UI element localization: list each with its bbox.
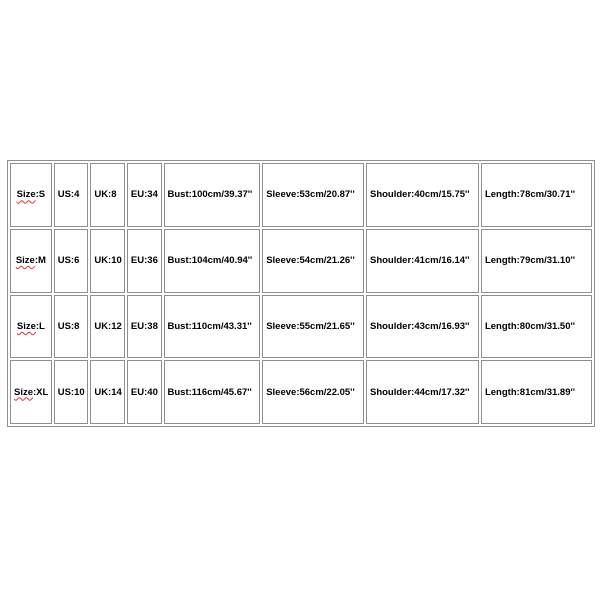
shoulder-cell: Shoulder:41cm/16.14'' bbox=[366, 229, 479, 293]
size-label-prefix: Size bbox=[14, 386, 34, 398]
size-label-prefix: Size bbox=[16, 320, 36, 332]
size-label-value: :XL bbox=[33, 386, 49, 398]
bust-cell: Bust:116cm/45.67'' bbox=[164, 360, 261, 424]
size-cell bbox=[10, 360, 52, 424]
bust-cell: Bust:110cm/43.31'' bbox=[164, 295, 261, 359]
uk-size-cell: UK:12 bbox=[90, 295, 125, 359]
eu-size-cell: EU:36 bbox=[127, 229, 162, 293]
size-cell bbox=[10, 229, 52, 293]
uk-size-cell: UK:10 bbox=[90, 229, 125, 293]
size-label-prefix: Size bbox=[15, 255, 35, 267]
sleeve-cell: Sleeve:54cm/21.26'' bbox=[262, 229, 364, 293]
size-cell bbox=[10, 295, 52, 359]
us-size-cell: US:8 bbox=[54, 295, 89, 359]
sleeve-cell: Sleeve:56cm/22.05'' bbox=[262, 360, 364, 424]
table-row bbox=[10, 360, 592, 424]
us-size-cell: US:10 bbox=[54, 360, 89, 424]
length-cell: Length:78cm/30.71'' bbox=[481, 163, 592, 227]
length-cell: Length:79cm/31.10'' bbox=[481, 229, 592, 293]
uk-size-cell: UK:8 bbox=[90, 163, 125, 227]
bust-cell: Bust:100cm/39.37'' bbox=[164, 163, 261, 227]
size-label-value: :L bbox=[35, 320, 45, 332]
size-label-value: :M bbox=[34, 255, 46, 267]
table-row bbox=[10, 163, 592, 227]
uk-size-cell: UK:14 bbox=[90, 360, 125, 424]
sleeve-cell: Sleeve:55cm/21.65'' bbox=[262, 295, 364, 359]
table-row bbox=[10, 295, 592, 359]
eu-size-cell: EU:40 bbox=[127, 360, 162, 424]
shoulder-cell: Shoulder:44cm/17.32'' bbox=[366, 360, 479, 424]
sleeve-cell: Sleeve:53cm/20.87'' bbox=[262, 163, 364, 227]
table-row bbox=[10, 229, 592, 293]
length-cell: Length:80cm/31.50'' bbox=[481, 295, 592, 359]
size-label-value: :S bbox=[35, 189, 46, 201]
length-cell: Length:81cm/31.89'' bbox=[481, 360, 592, 424]
eu-size-cell: EU:38 bbox=[127, 295, 162, 359]
us-size-cell: US:6 bbox=[54, 229, 89, 293]
size-chart-table bbox=[7, 160, 595, 427]
shoulder-cell: Shoulder:43cm/16.93'' bbox=[366, 295, 479, 359]
size-cell bbox=[10, 163, 52, 227]
eu-size-cell: EU:34 bbox=[127, 163, 162, 227]
us-size-cell: US:4 bbox=[54, 163, 89, 227]
size-label-prefix: Size bbox=[16, 189, 36, 201]
bust-cell: Bust:104cm/40.94'' bbox=[164, 229, 261, 293]
shoulder-cell: Shoulder:40cm/15.75'' bbox=[366, 163, 479, 227]
